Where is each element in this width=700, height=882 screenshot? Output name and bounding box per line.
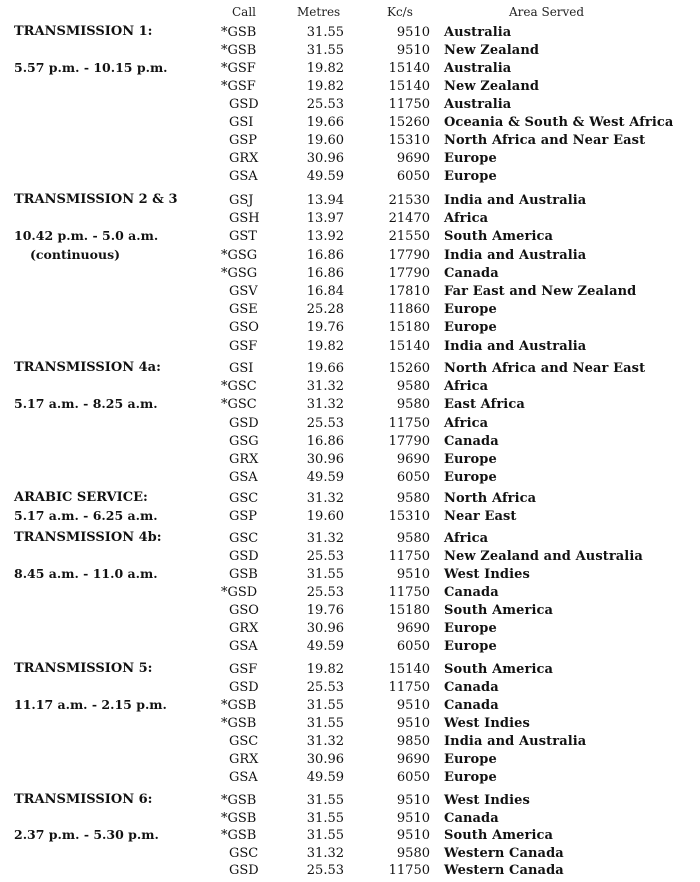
area-served: South America [444, 662, 554, 677]
transmission-time: 2.37 p.m. - 5.30 p.m. [14, 827, 159, 842]
call-sign: GSO [229, 320, 259, 336]
wavelength-metres: 25.53 [306, 680, 344, 695]
area-served: Europe [444, 302, 497, 318]
call-sign: GRX [229, 621, 259, 636]
area-served: South America [444, 229, 554, 245]
area-served: Europe [444, 639, 497, 654]
table-row [0, 751, 700, 769]
table-row [0, 396, 700, 414]
call-sign: GSP [229, 133, 258, 148]
table-row [0, 602, 700, 620]
table-row [0, 265, 700, 283]
frequency-kcs: 9580 [396, 491, 430, 506]
table-row [0, 638, 700, 656]
area-served: Europe [444, 770, 497, 785]
wavelength-metres: 31.55 [306, 698, 344, 713]
header-area: Area Served [509, 5, 585, 19]
call-sign: GSD [229, 863, 259, 878]
area-served: Europe [444, 452, 497, 467]
area-served: Canada [444, 585, 499, 600]
wavelength-metres: 31.32 [306, 531, 344, 546]
area-served: Western Canada [444, 845, 564, 861]
call-sign: GSF [229, 338, 258, 354]
table-row [0, 247, 700, 265]
frequency-kcs: 17790 [388, 433, 430, 449]
area-served: Western Canada [444, 863, 564, 878]
frequency-kcs: 11750 [388, 680, 430, 695]
area-served: South America [444, 603, 554, 618]
call-sign: GSC [229, 845, 259, 861]
frequency-kcs: 9580 [396, 379, 430, 395]
frequency-kcs: 17790 [388, 265, 430, 281]
area-served: Canada [444, 810, 499, 826]
wavelength-metres: 30.96 [306, 752, 344, 767]
call-sign: GSC [229, 531, 259, 546]
transmission-title: TRANSMISSION 6: [14, 792, 153, 807]
area-served: Europe [444, 752, 497, 767]
area-served: India and Australia [444, 193, 587, 208]
table-row [0, 360, 700, 378]
wavelength-metres: 13.92 [306, 229, 344, 245]
frequency-kcs: 15310 [388, 133, 430, 148]
wavelength-metres: 25.53 [306, 415, 344, 431]
call-sign: GSB [229, 567, 258, 582]
wavelength-metres: 16.86 [306, 433, 344, 449]
call-sign: GSI [229, 115, 254, 130]
table-row [0, 469, 700, 487]
wavelength-metres: 49.59 [306, 639, 344, 654]
call-sign: GSC [229, 734, 259, 749]
table-row [0, 508, 700, 526]
frequency-kcs: 21530 [388, 193, 430, 208]
frequency-kcs: 9850 [396, 734, 430, 749]
transmission-title: TRANSMISSION 4b: [14, 530, 162, 545]
table-row [0, 697, 700, 715]
area-served: New Zealand [444, 79, 540, 94]
area-served: Europe [444, 621, 497, 636]
frequency-kcs: 9510 [396, 698, 430, 713]
area-served: India and Australia [444, 338, 587, 354]
area-served: Australia [444, 25, 512, 40]
call-sign: *GSF [221, 61, 256, 76]
transmission-time: 5.57 p.m. - 10.15 p.m. [14, 60, 168, 75]
area-served: North Africa [444, 491, 537, 506]
call-sign: GSJ [229, 193, 254, 208]
call-sign: GRX [229, 752, 259, 767]
area-served: India and Australia [444, 734, 587, 749]
table-row [0, 810, 700, 828]
area-served: West Indies [444, 716, 530, 731]
table-row [0, 433, 700, 451]
area-served: Australia [444, 61, 512, 76]
frequency-kcs: 15260 [388, 361, 430, 376]
table-row [0, 620, 700, 638]
frequency-kcs: 11750 [388, 585, 430, 600]
table-row [0, 548, 700, 566]
wavelength-metres: 30.96 [306, 452, 344, 467]
wavelength-metres: 25.53 [306, 97, 344, 112]
area-served: North Africa and Near East [444, 133, 646, 148]
area-served: Canada [444, 680, 499, 695]
wavelength-metres: 31.55 [306, 716, 344, 731]
table-row [0, 862, 700, 880]
wavelength-metres: 19.82 [306, 79, 344, 94]
area-served: Australia [444, 97, 512, 112]
transmission-time: 8.45 a.m. - 11.0 a.m. [14, 566, 158, 581]
call-sign: *GSD [221, 585, 258, 600]
frequency-kcs: 9510 [396, 43, 430, 58]
call-sign: GSD [229, 97, 259, 112]
area-served: East Africa [444, 397, 525, 413]
frequency-kcs: 11750 [388, 415, 430, 431]
table-row [0, 792, 700, 810]
area-served: Europe [444, 320, 497, 336]
area-served: Africa [444, 531, 489, 546]
wavelength-metres: 31.55 [306, 567, 344, 582]
wavelength-metres: 19.82 [306, 61, 344, 76]
table-row [0, 338, 700, 356]
frequency-kcs: 11750 [388, 97, 430, 112]
transmission-note: (continuous) [30, 246, 121, 262]
call-sign: GSC [229, 491, 259, 506]
call-sign: GSP [229, 508, 258, 524]
table-row [0, 78, 700, 96]
area-served: Africa [444, 379, 489, 395]
wavelength-metres: 49.59 [306, 770, 344, 785]
area-served: New Zealand [444, 43, 540, 58]
frequency-kcs: 9580 [396, 397, 430, 413]
wavelength-metres: 49.59 [306, 470, 344, 486]
transmission-time: 10.42 p.m. - 5.0 a.m. [14, 228, 159, 244]
frequency-kcs: 17790 [388, 247, 430, 263]
wavelength-metres: 30.96 [306, 621, 344, 636]
wavelength-metres: 19.82 [306, 662, 344, 677]
transmission-title: TRANSMISSION 1: [14, 24, 153, 39]
area-served: Near East [444, 508, 517, 524]
frequency-kcs: 9510 [396, 793, 430, 808]
wavelength-metres: 16.86 [306, 265, 344, 281]
wavelength-metres: 31.55 [306, 793, 344, 808]
header-call: Call [232, 5, 257, 19]
wavelength-metres: 19.66 [306, 361, 344, 376]
area-served: Europe [444, 169, 497, 184]
frequency-kcs: 9580 [396, 531, 430, 546]
table-row [0, 530, 700, 548]
wavelength-metres: 30.96 [306, 151, 344, 166]
frequency-kcs: 9580 [396, 845, 430, 861]
area-served: Canada [444, 433, 499, 449]
call-sign: *GSB [221, 43, 257, 58]
wavelength-metres: 19.60 [306, 133, 344, 148]
area-served: South America [444, 828, 554, 843]
call-sign: *GSC [221, 397, 257, 413]
call-sign: GRX [229, 151, 259, 166]
table-row [0, 319, 700, 337]
call-sign: GRX [229, 452, 259, 467]
call-sign: GSH [229, 211, 260, 227]
wavelength-metres: 31.55 [306, 810, 344, 826]
call-sign: GSD [229, 549, 259, 564]
call-sign: GSG [229, 433, 259, 449]
call-sign: GSA [229, 639, 258, 654]
frequency-kcs: 15260 [388, 115, 430, 130]
table-row [0, 679, 700, 697]
transmission-time: 5.17 a.m. - 8.25 a.m. [14, 396, 158, 412]
table-row [0, 566, 700, 584]
frequency-kcs: 6050 [396, 470, 430, 486]
wavelength-metres: 31.32 [306, 397, 344, 413]
wavelength-metres: 49.59 [306, 169, 344, 184]
call-sign: GSA [229, 470, 258, 486]
area-served: West Indies [444, 793, 530, 808]
wavelength-metres: 19.76 [306, 603, 344, 618]
table-row [0, 42, 700, 60]
frequency-kcs: 6050 [396, 770, 430, 785]
frequency-kcs: 21470 [388, 211, 430, 227]
frequency-kcs: 15180 [388, 320, 430, 336]
frequency-kcs: 15310 [388, 508, 430, 524]
table-row [0, 210, 700, 228]
wavelength-metres: 13.97 [306, 211, 344, 227]
table-row [0, 114, 700, 132]
frequency-kcs: 15140 [388, 79, 430, 94]
header-metres: Metres [297, 5, 341, 19]
table-row [0, 301, 700, 319]
frequency-kcs: 15180 [388, 603, 430, 618]
wavelength-metres: 25.53 [306, 585, 344, 600]
call-sign: GSV [229, 284, 258, 299]
frequency-kcs: 9510 [396, 716, 430, 731]
table-row [0, 584, 700, 602]
wavelength-metres: 19.82 [306, 338, 344, 354]
wavelength-metres: 31.32 [306, 734, 344, 749]
wavelength-metres: 31.55 [306, 43, 344, 58]
frequency-kcs: 9510 [396, 567, 430, 582]
area-served: Oceania & South & West Africa [444, 115, 674, 130]
table-row [0, 733, 700, 751]
wavelength-metres: 13.94 [306, 193, 344, 208]
call-sign: GST [229, 229, 257, 245]
frequency-kcs: 6050 [396, 639, 430, 654]
call-sign: *GSB [221, 810, 257, 826]
wavelength-metres: 25.53 [306, 549, 344, 564]
frequency-kcs: 17810 [388, 284, 430, 299]
wavelength-metres: 16.86 [306, 247, 344, 263]
area-served: Africa [444, 211, 489, 227]
wavelength-metres: 31.32 [306, 491, 344, 506]
table-row [0, 490, 700, 508]
frequency-kcs: 21550 [388, 229, 430, 245]
area-served: Canada [444, 698, 499, 713]
call-sign: GSO [229, 603, 259, 618]
transmission-title: TRANSMISSION 2 & 3 [14, 192, 178, 207]
frequency-kcs: 9510 [396, 810, 430, 826]
frequency-kcs: 9510 [396, 25, 430, 40]
frequency-kcs: 15140 [388, 662, 430, 677]
table-row [0, 192, 700, 210]
table-row [0, 769, 700, 787]
call-sign: *GSG [221, 265, 258, 281]
wavelength-metres: 19.76 [306, 320, 344, 336]
frequency-kcs: 11860 [388, 302, 430, 318]
table-row [0, 132, 700, 150]
call-sign: *GSB [221, 793, 257, 808]
table-row [0, 24, 700, 42]
call-sign: *GSB [221, 828, 257, 843]
area-served: North Africa and Near East [444, 361, 646, 376]
call-sign: *GSG [221, 247, 258, 263]
table-row [0, 228, 700, 246]
call-sign: GSD [229, 415, 259, 431]
frequency-kcs: 9690 [396, 452, 430, 467]
transmission-title: TRANSMISSION 4a: [14, 360, 161, 375]
wavelength-metres: 31.32 [306, 379, 344, 395]
transmission-title: ARABIC SERVICE: [14, 490, 148, 505]
area-served: Europe [444, 151, 497, 166]
area-served: Far East and New Zealand [444, 284, 637, 299]
wavelength-metres: 25.28 [306, 302, 344, 318]
call-sign: GSA [229, 770, 258, 785]
table-row [0, 283, 700, 301]
call-sign: GSD [229, 680, 259, 695]
area-served: India and Australia [444, 247, 587, 263]
header-kcs: Kc/s [387, 5, 413, 19]
wavelength-metres: 16.84 [306, 284, 344, 299]
call-sign: GSI [229, 361, 254, 376]
frequency-kcs: 11750 [388, 863, 430, 878]
frequency-kcs: 6050 [396, 169, 430, 184]
call-sign: GSA [229, 169, 258, 184]
table-row [0, 96, 700, 114]
frequency-kcs: 9510 [396, 828, 430, 843]
call-sign: *GSF [221, 79, 256, 94]
table-row [0, 415, 700, 433]
frequency-kcs: 9690 [396, 621, 430, 636]
call-sign: *GSB [221, 716, 257, 731]
table-row [0, 715, 700, 733]
table-row [0, 168, 700, 186]
wavelength-metres: 19.66 [306, 115, 344, 130]
wavelength-metres: 25.53 [306, 863, 344, 878]
call-sign: GSF [229, 662, 258, 677]
table-row [0, 827, 700, 845]
wavelength-metres: 19.60 [306, 508, 344, 524]
wavelength-metres: 31.55 [306, 828, 344, 843]
table-row [0, 661, 700, 679]
table-row [0, 378, 700, 396]
call-sign: *GSB [221, 25, 257, 40]
table-row [0, 60, 700, 78]
call-sign: *GSB [221, 698, 257, 713]
table-row [0, 150, 700, 168]
frequency-kcs: 11750 [388, 549, 430, 564]
frequency-kcs: 15140 [388, 61, 430, 76]
wavelength-metres: 31.55 [306, 25, 344, 40]
transmission-title: TRANSMISSION 5: [14, 661, 153, 676]
transmission-time: 11.17 a.m. - 2.15 p.m. [14, 697, 167, 712]
area-served: West Indies [444, 567, 530, 582]
area-served: Africa [444, 415, 489, 431]
area-served: Canada [444, 265, 499, 281]
area-served: Europe [444, 470, 497, 486]
table-row [0, 845, 700, 863]
frequency-kcs: 9690 [396, 151, 430, 166]
call-sign: *GSC [221, 379, 257, 395]
frequency-kcs: 15140 [388, 338, 430, 354]
call-sign: GSE [229, 302, 258, 318]
table-row [0, 451, 700, 469]
wavelength-metres: 31.32 [306, 845, 344, 861]
frequency-kcs: 9690 [396, 752, 430, 767]
area-served: New Zealand and Australia [444, 549, 643, 564]
transmission-time: 5.17 a.m. - 6.25 a.m. [14, 507, 158, 523]
